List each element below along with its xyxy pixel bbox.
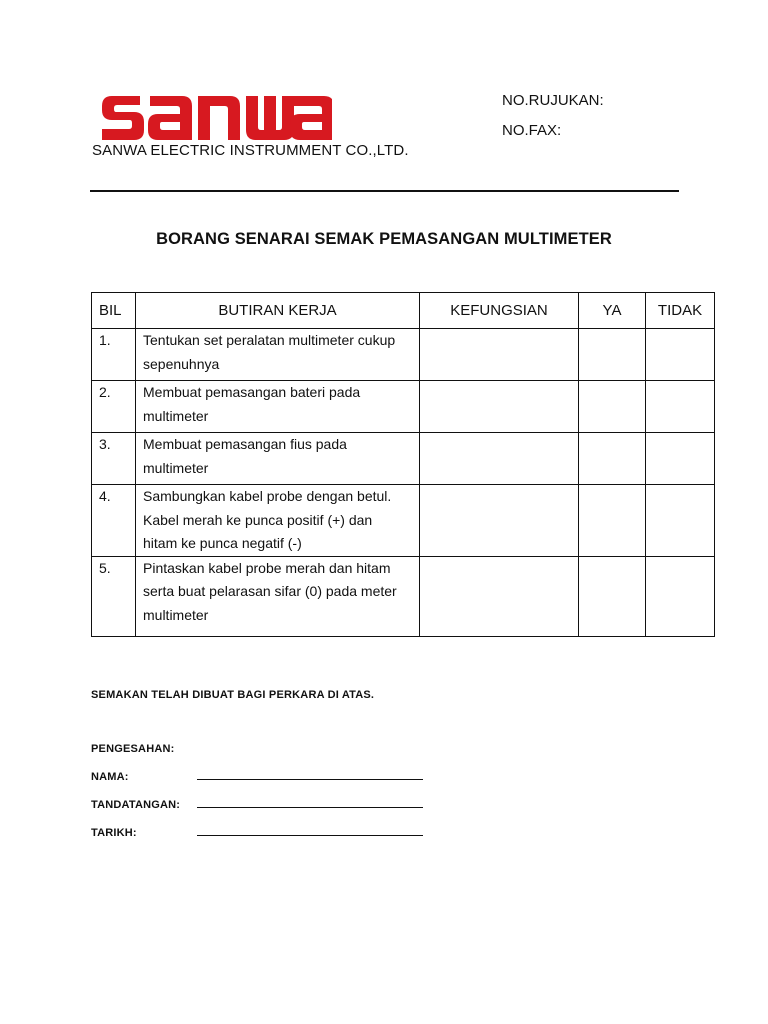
row-number: 1.	[92, 329, 136, 381]
row-number: 2.	[92, 381, 136, 433]
name-field[interactable]	[197, 771, 423, 780]
task-line: Sambungkan kabel probe dengan betul.	[143, 488, 392, 504]
task-line: serta buat pelarasan sifar (0) pada meter	[143, 583, 397, 599]
confirmation-statement: SEMAKAN TELAH DIBUAT BAGI PERKARA DI ATAS.	[91, 689, 375, 701]
task-line: multimeter	[143, 407, 209, 424]
no-cell[interactable]	[646, 433, 715, 485]
task-description	[136, 329, 420, 381]
row-number: 4.	[92, 485, 136, 557]
approval-label: PENGESAHAN:	[91, 743, 175, 755]
yes-cell[interactable]	[579, 433, 646, 485]
date-label: TARIKH:	[91, 827, 137, 839]
row-number: 3.	[92, 433, 136, 485]
task-line: sepenuhnya	[143, 355, 220, 372]
task-description	[136, 485, 420, 557]
table-row	[92, 556, 715, 636]
task-line: hitam ke punca negatif (-)	[143, 535, 302, 551]
table-row	[92, 381, 715, 433]
no-cell[interactable]	[646, 556, 715, 636]
function-cell[interactable]	[420, 556, 579, 636]
date-row	[91, 827, 423, 839]
no-cell[interactable]	[646, 485, 715, 557]
task-line: Pintaskan kabel probe merah dan hitam	[143, 559, 391, 576]
function-cell[interactable]	[420, 329, 579, 381]
reference-number-label: NO.RUJUKAN:	[502, 92, 604, 109]
task-description	[136, 556, 420, 636]
function-cell[interactable]	[420, 485, 579, 557]
column-header-bil: BIL	[92, 293, 136, 329]
form-title: BORANG SENARAI SEMAK PEMASANGAN MULTIMETER	[156, 230, 612, 248]
task-line: Membuat pemasangan bateri pada	[143, 384, 361, 400]
sanwa-logo	[100, 88, 332, 144]
name-row	[91, 771, 423, 783]
function-cell[interactable]	[420, 433, 579, 485]
task-line: multimeter	[143, 606, 209, 623]
no-cell[interactable]	[646, 329, 715, 381]
row-number: 5.	[92, 556, 136, 636]
signature-field[interactable]	[197, 799, 423, 808]
yes-cell[interactable]	[579, 556, 646, 636]
yes-cell[interactable]	[579, 329, 646, 381]
table-row	[92, 485, 715, 557]
name-label: NAMA:	[91, 771, 129, 783]
checklist-table	[91, 292, 715, 637]
fax-number-label: NO.FAX:	[502, 122, 562, 139]
company-name: SANWA ELECTRIC INSTRUMMENT CO.,LTD.	[92, 142, 409, 159]
signature-label: TANDATANGAN:	[91, 799, 181, 811]
task-line: Membuat pemasangan fius pada	[143, 436, 347, 452]
yes-cell[interactable]	[579, 485, 646, 557]
column-header-no: TIDAK	[646, 293, 715, 329]
reference-block	[502, 86, 604, 146]
task-description	[136, 381, 420, 433]
yes-cell[interactable]	[579, 381, 646, 433]
table-row	[92, 329, 715, 381]
column-header-yes: YA	[579, 293, 646, 329]
column-header-function: KEFUNGSIAN	[420, 293, 579, 329]
task-line: Kabel merah ke punca positif (+) dan	[143, 511, 373, 528]
sanwa-logo-graphic	[100, 88, 332, 144]
task-line: multimeter	[143, 459, 209, 476]
function-cell[interactable]	[420, 381, 579, 433]
table-header-row	[92, 293, 715, 329]
task-description	[136, 433, 420, 485]
no-cell[interactable]	[646, 381, 715, 433]
task-line: Tentukan set peralatan multimeter cukup	[143, 332, 396, 348]
column-header-task: BUTIRAN KERJA	[136, 293, 420, 329]
signature-row	[91, 799, 423, 811]
header-divider	[90, 190, 679, 192]
date-field[interactable]	[197, 827, 423, 836]
table-row	[92, 433, 715, 485]
